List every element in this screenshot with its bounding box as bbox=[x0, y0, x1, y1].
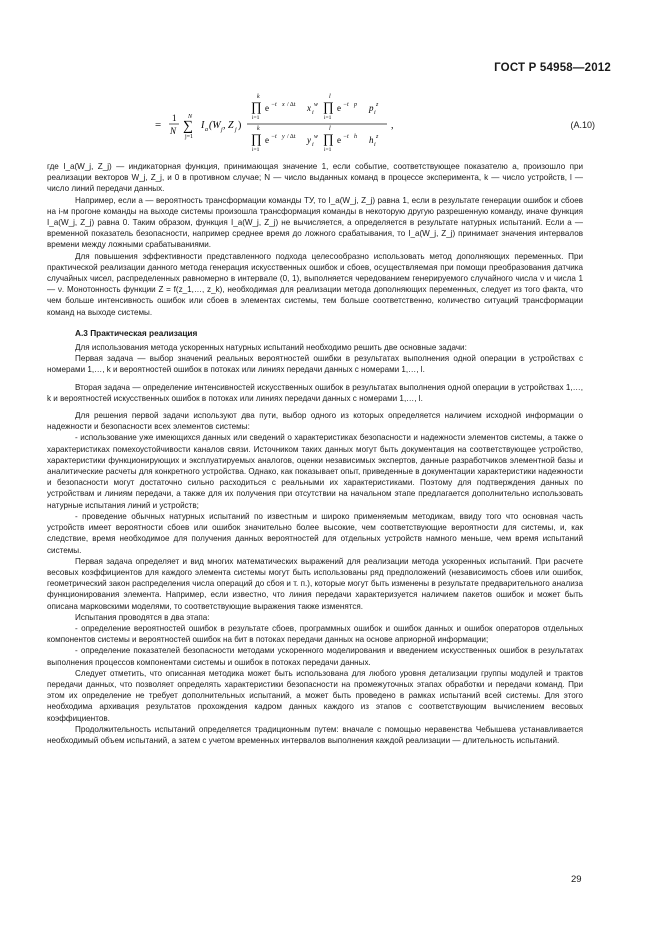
formula-num-exp1: −t bbox=[271, 102, 277, 108]
formula-one: 1 bbox=[172, 113, 177, 123]
formula-den-prod2-bottom: i=1 bbox=[324, 147, 332, 153]
list-item-existing-data: - использование уже имеющихся данных или сведений о характеристиках безопасности и надежности элементов системы, а также о характеристиках помехоустойчивости каналов связи. Источником таких данных могут быть документация на соответствующее устройство, характеристики функционирующих и эксплуатируемых аналогов, оценки независимых экспертов, данные разработчиков элементной базы и аналитические расчеты для конкретного устройства. Однако, как показывает опыт, приведенные в документации характеристики надежности и безопасности могут достаточно сильно расходиться с реальными их характеристиками. Поэтому для подтверждения данных по устройствам и линиям передачи, а также для их получения при отсутствии на начальном этапе предлагается дополнительно использовать натурные испытания линий и устройств; bbox=[47, 433, 583, 510]
formula-num-exp1-x: x bbox=[282, 102, 285, 108]
paragraph-detailing: Следует отметить, что описанная методика может быть использована для любого уровня детализации группы модулей и трактов передачи данных, что позволяет определять характеристики безопасности на промежуточных этапах обработки и передачи команд. При этом их определение не требует дополнительных испытаний, а может быть проведено в рамках испытаний всей системы. Для этого необходима архивация результатов прохождения кадром данных каждого из этапов с соответствующим вычислением весовых коэффициентов. bbox=[47, 668, 583, 723]
formula-den-exp1: −t bbox=[271, 134, 277, 140]
formula-den-prod2-top: l bbox=[329, 126, 331, 132]
paragraph-indicator-definition: где I_a(W_j, Z_j) — индикаторная функция, принимающая значение 1, если событие, соответствующее показателю a, произошло при реализации векторов W_j, Z_j, и 0 в противном случае; N — число выданных команд в процессе эксперимента, k — число устройств, l — число линий передачи данных. bbox=[47, 162, 583, 194]
equation-number: (А.10) bbox=[570, 120, 595, 130]
formula-num-x-sup: w bbox=[314, 102, 319, 108]
formula-num-exp1-rest: / Δt bbox=[287, 102, 296, 108]
formula-indicator-sub: a bbox=[205, 127, 208, 133]
formula-sum-bottom: j=1 bbox=[185, 134, 194, 140]
formula-num-x-sub: i bbox=[312, 110, 314, 116]
formula-indicator: I bbox=[201, 120, 205, 131]
formula-den-h-sup: z bbox=[376, 134, 379, 140]
formula-num-prod1-top: k bbox=[257, 94, 260, 100]
formula-num-e2: e bbox=[337, 103, 341, 113]
formula-n: N bbox=[170, 126, 177, 136]
list-item-field-tests: - проведение обычных натурных испытаний по известным и широко применяемым методикам, ввиду того что основная часть устройств имеет вероятности сбоев или ошибок значительно более высокие, чем соответствующие вероятности для системы, и, как следствие, время необходимое для получения данных вероятностей для отдельных устройств намного меньше, чем время испытаний системы. bbox=[47, 511, 583, 555]
formula-den-exp2-h: h bbox=[354, 134, 357, 140]
formula-close: ) bbox=[238, 120, 242, 131]
paragraph-duration: Продолжительность испытаний определяется традиционным путем: вначале с помощью неравенства Чебышева устанавливается необходимый объем испытаний, а затем с учетом временных интервалов выполнения каждой реализации — длительность испытаний. bbox=[47, 724, 583, 745]
paragraph-two-tasks: Для использования метода ускоренных натурных испытаний необходимо решить две основные задачи: bbox=[75, 343, 467, 353]
formula-num-prod2-top: l bbox=[329, 94, 331, 100]
formula-den-e2: e bbox=[337, 135, 341, 145]
standard-header: ГОСТ Р 54958—2012 bbox=[494, 62, 611, 74]
formula-z: , Z bbox=[223, 120, 234, 131]
formula-zj-sub: j bbox=[235, 127, 237, 133]
formula-den-prod1: ∏ bbox=[251, 131, 262, 146]
formula-den-y-sub: i bbox=[312, 142, 314, 148]
formula-den-exp1-rest: / Δt bbox=[287, 134, 296, 140]
list-item-stage-two: - определение показателей безопасности методами ускоренного моделирования и введением искусственных ошибок в результатах выполнения процессов компонентами системы и ошибок в потоках передачи данных. bbox=[47, 646, 583, 667]
formula-num-prod1: ∏ bbox=[251, 99, 262, 114]
formula-equals: = bbox=[155, 119, 162, 131]
formula-sum-icon: ∑ bbox=[183, 119, 193, 134]
formula-den-y-sup: w bbox=[314, 134, 319, 140]
formula-num-p-sub: i bbox=[374, 110, 376, 116]
paragraph-example: Например, если a — вероятность трансформации команды ТУ, то I_a(W_j, Z_j) равна 1, если в результате генерации ошибок и сбоев на i-м прогоне команды на выходе системы произошла трансформация команды в некоторую другую разрешенную команду, иначе функция I_a(W_j, Z_j) равна 0. Таким образом, функция I_a(W_j, Z_j) не вычисляется, а определяется в результате натурных испытаний. Если a — временной показатель безопасности, например среднее время до ложного срабатывания, то I_a(W_j, Z_j) принимает значения интервалов времени между ложными срабатываниями. bbox=[47, 195, 583, 250]
list-item-stage-one: - определение вероятностей ошибок в результате сбоев, программных ошибок и ошибок данных и ошибок операторов отдельных компонентов системы и вероятностей ошибок на бит в потоках передачи данных на основе априорной информации; bbox=[47, 623, 583, 645]
formula-den-e1: e bbox=[265, 135, 269, 145]
formula-num-p-sup: z bbox=[376, 102, 379, 108]
formula-num-prod1-bottom: i=1 bbox=[252, 115, 260, 121]
formula-den-prod1-top: k bbox=[257, 126, 260, 132]
formula-num-p: p bbox=[369, 103, 374, 113]
formula-svg bbox=[155, 92, 595, 158]
formula-den-h: h bbox=[369, 135, 374, 145]
formula-w: (W bbox=[209, 120, 221, 131]
paragraph-two-ways: Для решения первой задачи используют два пути, выбор одного из которых определяется наличием исходной информации о надежности и безопасности всех элементов системы: bbox=[47, 411, 583, 432]
formula-wj-sub: j bbox=[221, 127, 223, 133]
formula-den-exp1-y: y bbox=[282, 134, 285, 140]
formula-den-h-sub: i bbox=[374, 142, 376, 148]
formula-sum-top: N bbox=[188, 114, 193, 120]
formula-den-y: y bbox=[307, 135, 311, 145]
page-number: 29 bbox=[571, 874, 582, 885]
formula-num-x: x bbox=[307, 103, 311, 113]
formula-num-exp2: −t bbox=[343, 102, 349, 108]
formula-num-prod2-bottom: i=1 bbox=[324, 115, 332, 121]
body-text bbox=[47, 161, 583, 746]
paragraph-test-stages: Испытания проводятся в два этапа: bbox=[75, 612, 210, 622]
paragraph-additional-variables: Для повышения эффективности представленного подхода целесообразно использовать метод дополняющих переменных. При практической реализации данного метода генерация искусственных ошибок и сбоев, осуществляемая при помощи преобразования датчика случайных чисел, распределенных равномерно в интервале (0, 1), выполняется чередованием генерируемого случайного числа ν и числа 1 — ν. Монотонность функции Z = f(z_1,…, z_k), необходимая для реализации метода дополняющих переменных, следует из того факта, что чем больше интенсивность ошибок или сбоев в элементах системы, тем больше соответственно, количество ситуаций трансформации команд на выходе системы. bbox=[47, 251, 583, 317]
formula-num-prod2: ∏ bbox=[323, 99, 334, 114]
formula-num-exp2-p: p bbox=[354, 102, 357, 108]
formula-den-prod1-bottom: i=1 bbox=[252, 147, 260, 153]
paragraph-math-expressions: Первая задача определяет и вид многих математических выражений для реализации метода ускоренных испытаний. При расчете весовых коэффициентов для каждого элемента системы могут быть использованы ряд предположений (независимость сбоев или ошибок, геометрический закон распределения числа операций до сбоя и т. п.), которые могут быть изменены в результате предварительного анализа функционирования элемента. Например, если известно, что линия передачи характеризуется наличием пакетов ошибок и может быть описана марковскими моделями, то соответствующие выражения также изменятся. bbox=[47, 556, 583, 611]
paragraph-second-task: Вторая задача — определение интенсивностей искусственных ошибок в результатах выполнения одной операции в устройствах 1,…, k и вероятностей искусственных ошибок в потоках или линиях передачи данных с номерами 1,…, l. bbox=[47, 382, 583, 403]
formula-num-e1: e bbox=[265, 103, 269, 113]
formula-a10 bbox=[155, 92, 595, 158]
formula-comma: , bbox=[391, 120, 394, 131]
paragraph-first-task: Первая задача — выбор значений реальных вероятностей ошибки в результатах выполнения одной операции в устройствах с номерами 1,…, k и вероятностей ошибок в потоках или линиях передачи данных с номерами 1,…, l. bbox=[47, 354, 583, 375]
section-heading-a3: А.3 Практическая реализация bbox=[75, 327, 198, 338]
formula-den-prod2: ∏ bbox=[323, 131, 334, 146]
formula-den-exp2: −t bbox=[343, 134, 349, 140]
